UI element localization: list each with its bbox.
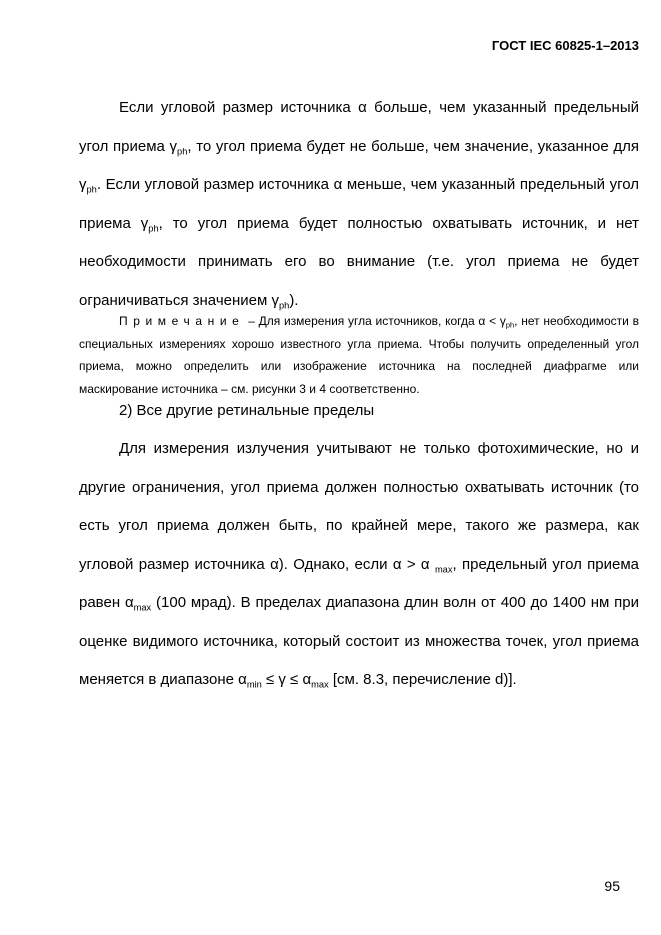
page-number: 95 <box>604 878 620 894</box>
document-header: ГОСТ IEC 60825-1–2013 <box>491 38 639 53</box>
note-label: Примечание <box>119 314 245 328</box>
paragraph-acceptance-angle: Если угловой размер источника α больше, чем указанный предельный угол приема $\gamma_{ph}$, то угол приема будет не больше, чем значение, указанное для $\gamma_{ph}$. Если угловой размер источника α меньше, чем указанный предельный угол приема $\gamma_{ph}$, то угол приема будет полностью охватывать источник, и нет необходимости принимать его во внимание (т.е. угол приема не будет ограничиваться значением $\gamma_{ph}$). <box>79 99 639 310</box>
section-heading: 2) Все другие ретинальные пределы <box>119 402 375 419</box>
paragraph-retinal-limits: Для измерения излучения учитывают не только фотохимические, но и другие ограничения, угол приема должен полностью охватывать источник (то есть угол приема должен быть, по крайней мере, такого же размера, как угловой размер источника α). Однако, если α > α $_{max}$, предельный угол приема равен $\alpha_{max}$ (100 мрад). В пределах диапазона длин волн от 400 до 1400 нм при оценке видимого источника, который состоит из множества точек, угол приема меняется в диапазоне $\alpha_{min} \le \gamma \le \alpha_{max}$ [см. 8.3, перечисление d)]. <box>79 440 639 690</box>
note-paragraph: Примечание – Для измерения угла источников, когда $\alpha < \gamma_{ph}$, нет необходимости в специальных измерениях хорошо известного угла приема. Чтобы получить определенный угол приема, можно определить или изображение источника на последней диафрагме или маскирование источника – см. рисунки 3 и 4 соответственно. <box>79 314 639 396</box>
